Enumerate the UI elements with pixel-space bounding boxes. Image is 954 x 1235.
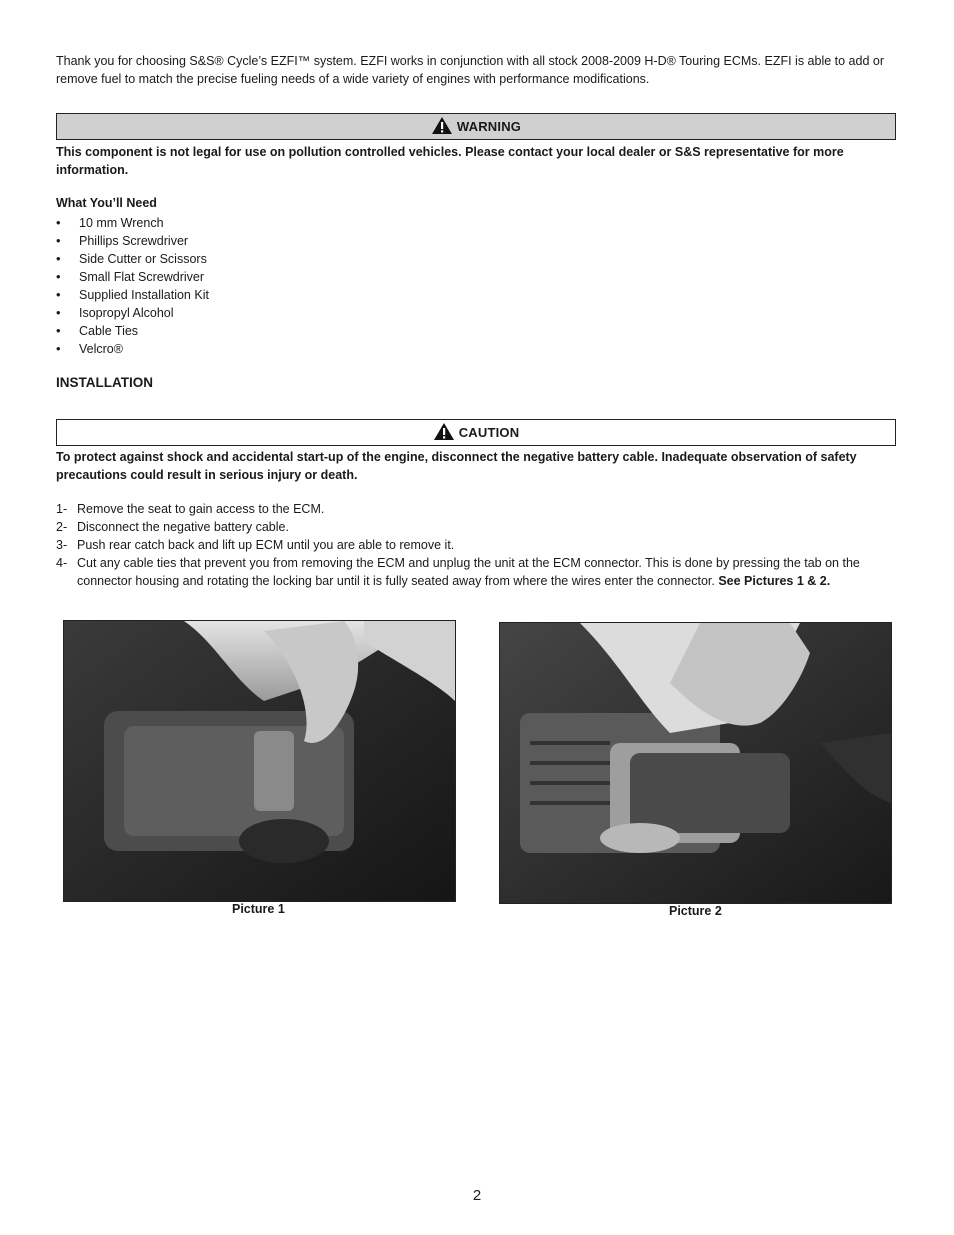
warning-text: This component is not legal for use on pollution controlled vehicles. Please contact your local dealer or S&S representative for more information. <box>56 145 844 177</box>
step-text: Push rear catch back and lift up ECM until you are able to remove it. <box>77 538 455 552</box>
step-item <box>56 500 901 518</box>
step-text: Cut any cable ties that prevent you from removing the ECM and unplug the unit at the ECM connector. This is done by pressing the tab on the connector housing and rotating the locking bar until it is fully seated away from where the wires enter the connector. <box>77 556 860 588</box>
picture-1-caption: Picture 1 <box>232 902 285 916</box>
step-item <box>56 518 901 536</box>
picture-1-photo <box>63 620 456 902</box>
page-number: 2 <box>472 1187 482 1204</box>
step-text-block <box>77 500 901 518</box>
needs-list-item <box>56 286 209 304</box>
warning-triangle-icon <box>431 116 453 138</box>
needs-item-label: Supplied Installation Kit <box>79 288 209 302</box>
step-text-block <box>77 536 901 554</box>
warning-triangle-icon <box>433 422 455 444</box>
picture-2-caption: Picture 2 <box>669 904 722 918</box>
needs-item-label: Velcro® <box>79 342 123 356</box>
caution-text: To protect against shock and accidental start-up of the engine, disconnect the negative battery cable. Inadequate observation of safety precautions could result in serious injury or death. <box>56 450 857 482</box>
bullet-icon: • <box>56 323 61 338</box>
installation-heading: INSTALLATION <box>56 375 153 390</box>
needs-list-item <box>56 340 209 358</box>
needs-item-label: Phillips Screwdriver <box>79 234 189 248</box>
caution-banner <box>56 419 896 446</box>
picture-2-photo <box>499 622 892 904</box>
needs-list-item <box>56 268 209 286</box>
step-number: 2- <box>56 520 68 534</box>
step-text-block <box>77 554 901 590</box>
intro-paragraph: Thank you for choosing S&S® Cycle’s EZFI™ system. EZFI works in conjunction with all stock 2008-2009 H-D® Touring ECMs. EZFI is able to add or remove fuel to match the precise fueling needs of a wide variety of engines with performance modifications. <box>56 54 885 86</box>
needs-item-label: Small Flat Screwdriver <box>79 270 205 284</box>
step-number: 1- <box>56 502 68 516</box>
needs-list-item <box>56 322 209 340</box>
step-number: 3- <box>56 538 68 552</box>
needs-item-label: 10 mm Wrench <box>79 216 164 230</box>
needs-list-item <box>56 304 209 322</box>
needs-list-item <box>56 250 209 268</box>
bullet-icon: • <box>56 233 61 248</box>
installation-steps <box>56 500 901 590</box>
bullet-icon: • <box>56 305 61 320</box>
needs-list-item <box>56 214 209 232</box>
bullet-icon: • <box>56 251 61 266</box>
step-reference: See Pictures 1 & 2. <box>718 574 831 588</box>
needs-item-label: Side Cutter or Scissors <box>79 252 207 266</box>
step-text: Remove the seat to gain access to the ECM. <box>77 502 325 516</box>
needs-list <box>56 214 209 358</box>
caution-label: CAUTION <box>458 425 520 440</box>
bullet-icon: • <box>56 215 61 230</box>
warning-label: WARNING <box>456 119 522 134</box>
needs-list-item <box>56 232 209 250</box>
step-number: 4- <box>56 556 68 570</box>
step-text-block <box>77 518 901 536</box>
needs-title: What You’ll Need <box>56 196 157 210</box>
needs-item-label: Cable Ties <box>79 324 139 338</box>
warning-banner <box>56 113 896 140</box>
bullet-icon: • <box>56 341 61 356</box>
step-text: Disconnect the negative battery cable. <box>77 520 289 534</box>
bullet-icon: • <box>56 287 61 302</box>
needs-item-label: Isopropyl Alcohol <box>79 306 174 320</box>
bullet-icon: • <box>56 269 61 284</box>
step-item <box>56 554 901 590</box>
step-item <box>56 536 901 554</box>
